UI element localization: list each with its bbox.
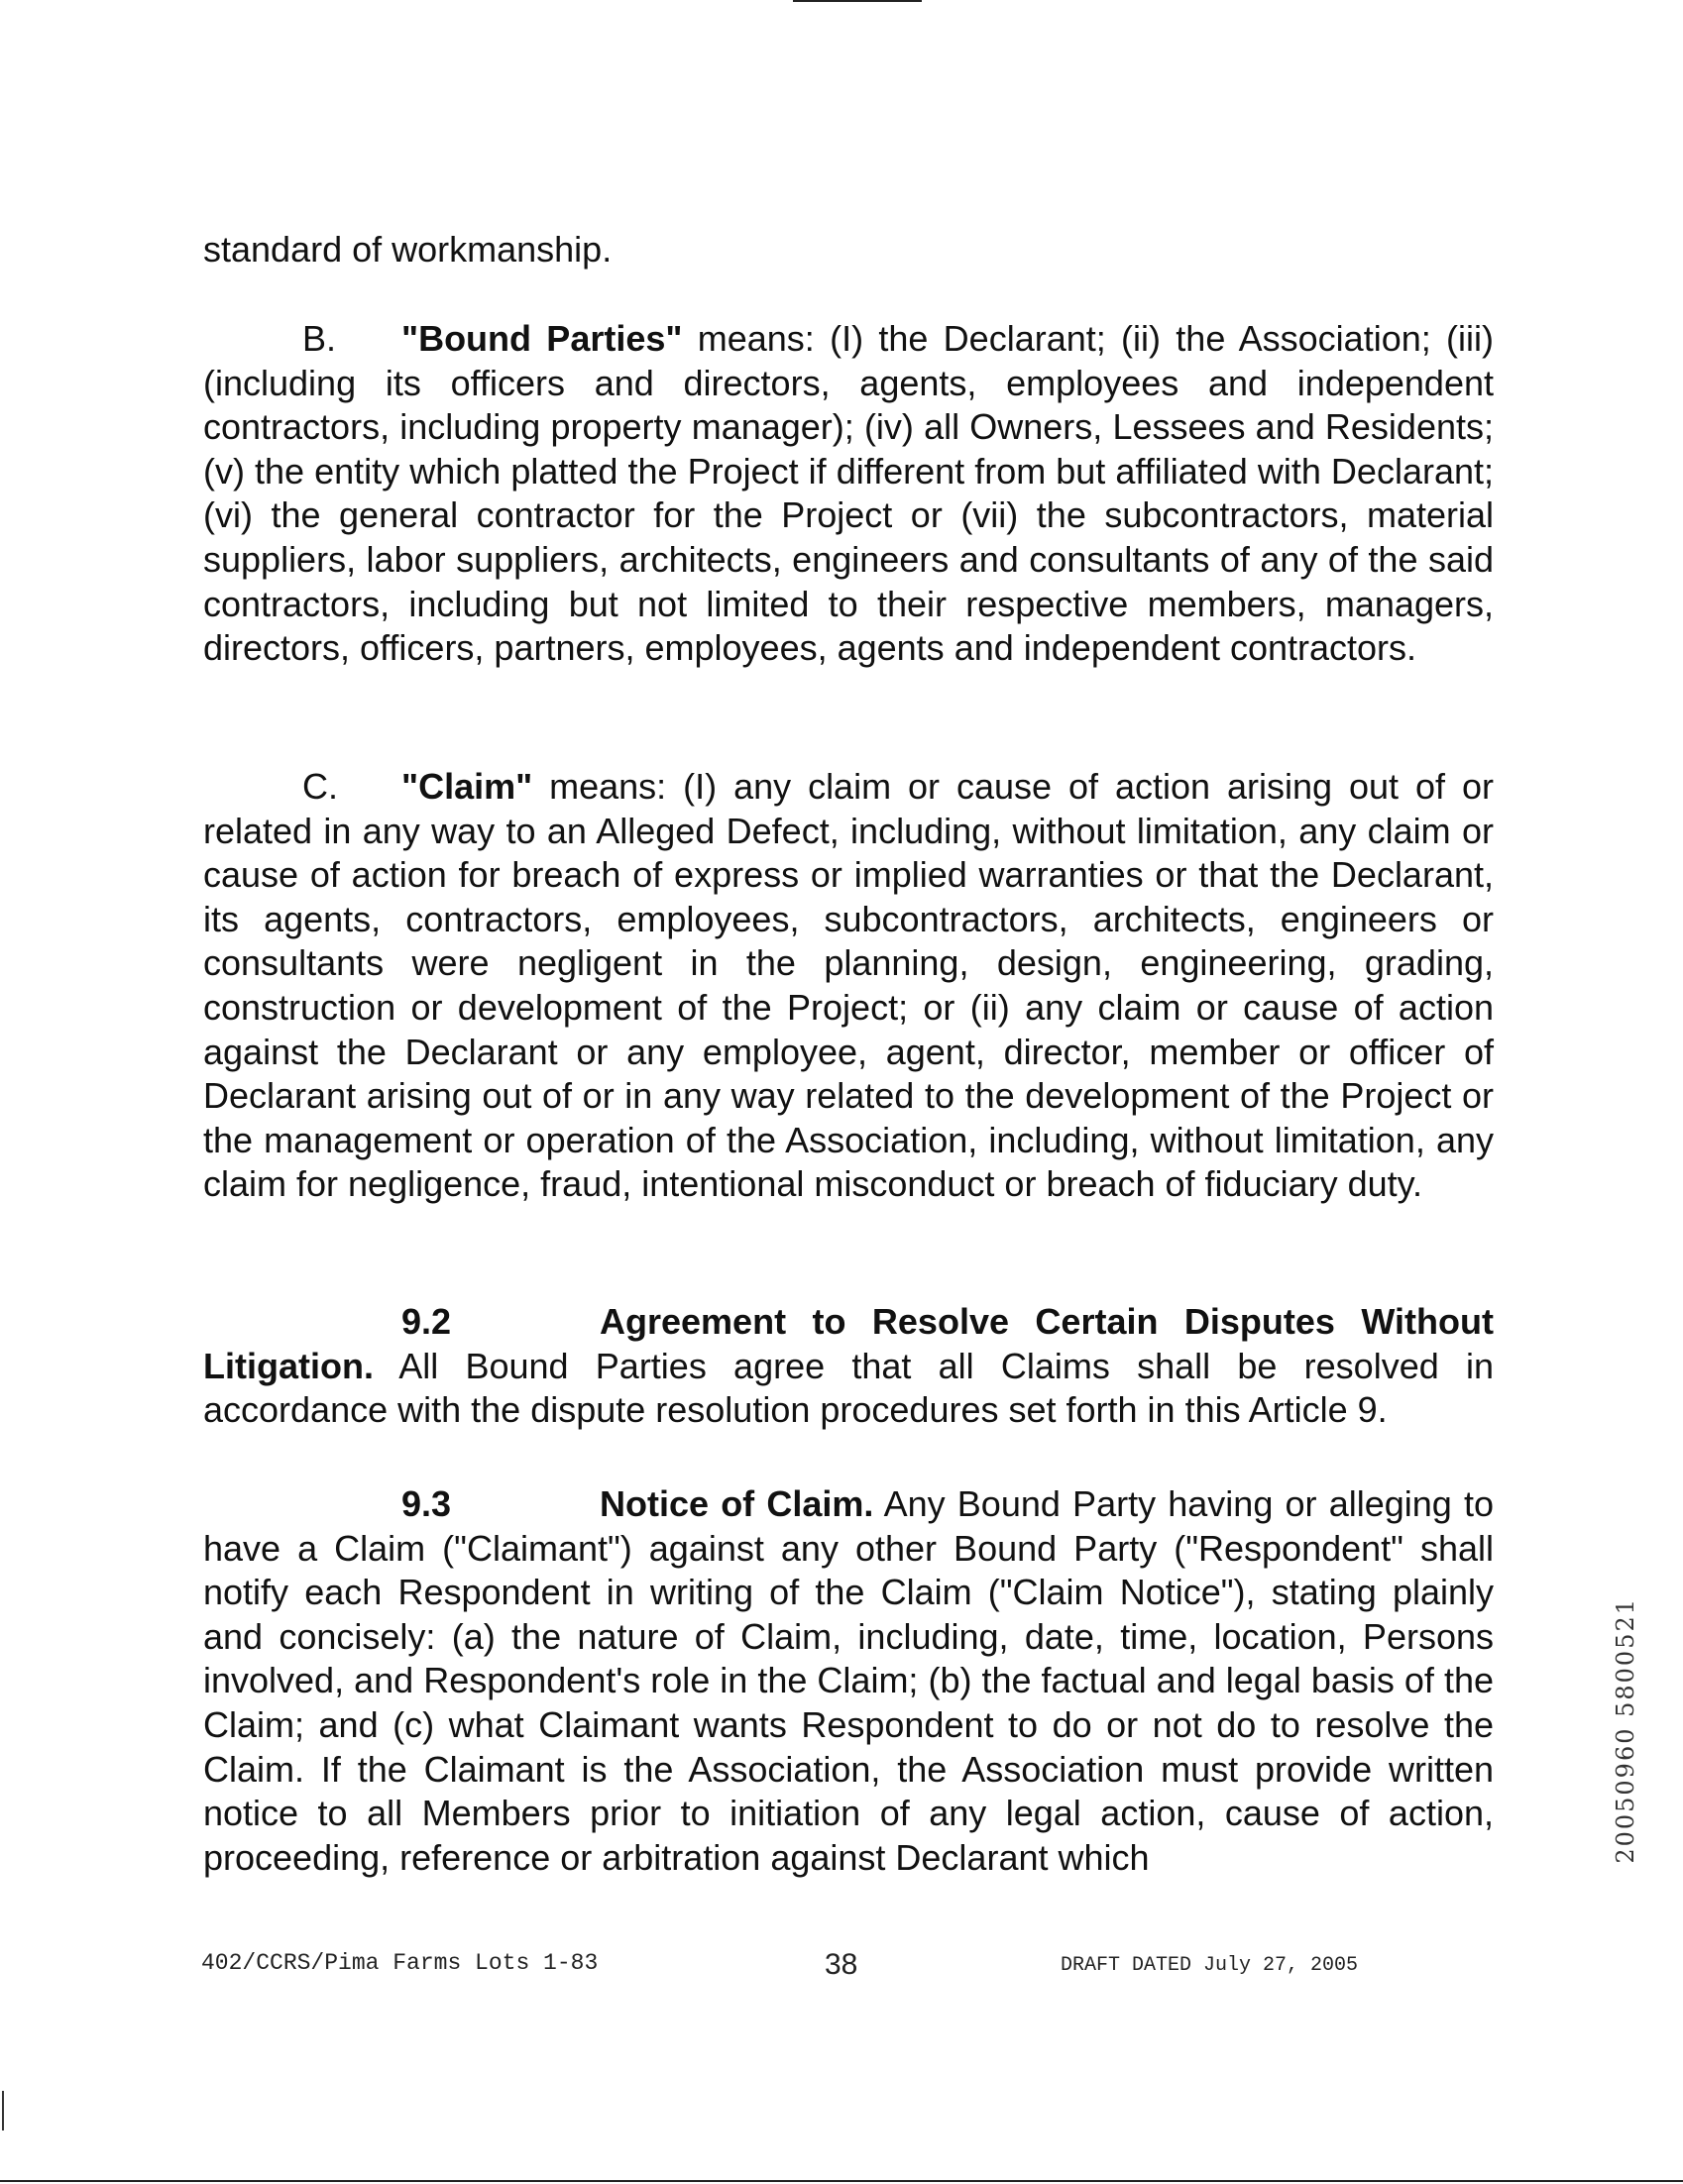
section-9-3 [203,1482,1494,1880]
bottom-scan-line [0,2180,1683,2182]
definition-text: means: (I) any claim or cause of action arising out of or related in any way to an Alleged Defect, including, without limitation, any claim or cause of action for breach of express or implied warranties or that the Declarant, its agents, contractors, employees, subcontractors, architects, engineers or consultants were negligent in the planning, design, engineering, grading, construction or development of the Project; or (ii) any claim or cause of action against the Declarant or any employee, agent, director, member or officer of Declarant arising out of or in any way related to the development of the Project or the management or operation of the Association, including, without limitation, any claim for negligence, fraud, intentional misconduct or breach of fiduciary duty. [203,766,1494,1205]
definition-c [203,765,1494,1207]
scan-edge-mark [2,2091,4,2130]
definition-label: B. [302,318,337,359]
page-number: 38 [825,1948,858,1981]
section-number: 9.3 [401,1483,452,1524]
intro-line: standard of workmanship. [203,229,613,270]
section-title: Agreement to Resolve Certain Disputes Without Litigation. [203,1301,1494,1386]
section-text: Any Bound Party having or alleging to have a Claim ("Claimant") against any other Bound Party ("Respondent" shall notify each Respondent in writing of the Claim ("Claim Notice"), stating plainly and concisely: (a) the nature of Claim, including, date, time, location, Persons involved, and Respondent's role in the Claim; (b) the factual and legal basis of the Claim; and (c) what Claimant wants Respondent to do or not do to resolve the Claim. If the Claimant is the Association, the Association must provide written notice to all Members prior to initiation of any legal action, cause of action, proceeding, reference or arbitration against Declarant which [203,1483,1494,1878]
section-title: Notice of Claim. [600,1483,874,1524]
definition-text: means: (I) the Declarant; (ii) the Association; (iii) (including its officers and directors, agents, employees and independent contractors, including property manager); (iv) all Owners, Lessees and Residents; (v) the entity which platted the Project if different from but affiliated with Declarant; (vi) the general contractor for the Project or (vii) the subcontractors, material suppliers, labor suppliers, architects, engineers and consultants of any of the said contractors, including but not limited to their respective members, managers, directors, officers, partners, employees, agents and independent contractors. [203,318,1494,669]
defined-term: "Bound Parties" [401,318,683,359]
definition-b [203,317,1494,671]
top-scan-line [793,0,922,2]
definition-label: C. [302,766,338,807]
footer-doc-id: 402/CCRS/Pima Farms Lots 1-83 [201,1950,599,1976]
section-9-2 [203,1300,1494,1433]
bates-number: 20050960 5800521 [1612,1597,1639,1864]
section-number: 9.2 [401,1301,452,1342]
footer-draft-date: DRAFT DATED July 27, 2005 [1061,1954,1359,1977]
defined-term: "Claim" [401,766,533,807]
section-text: All Bound Parties agree that all Claims shall be resolved in accordance with the dispute resolution procedures set forth in this Article 9. [203,1345,1494,1431]
